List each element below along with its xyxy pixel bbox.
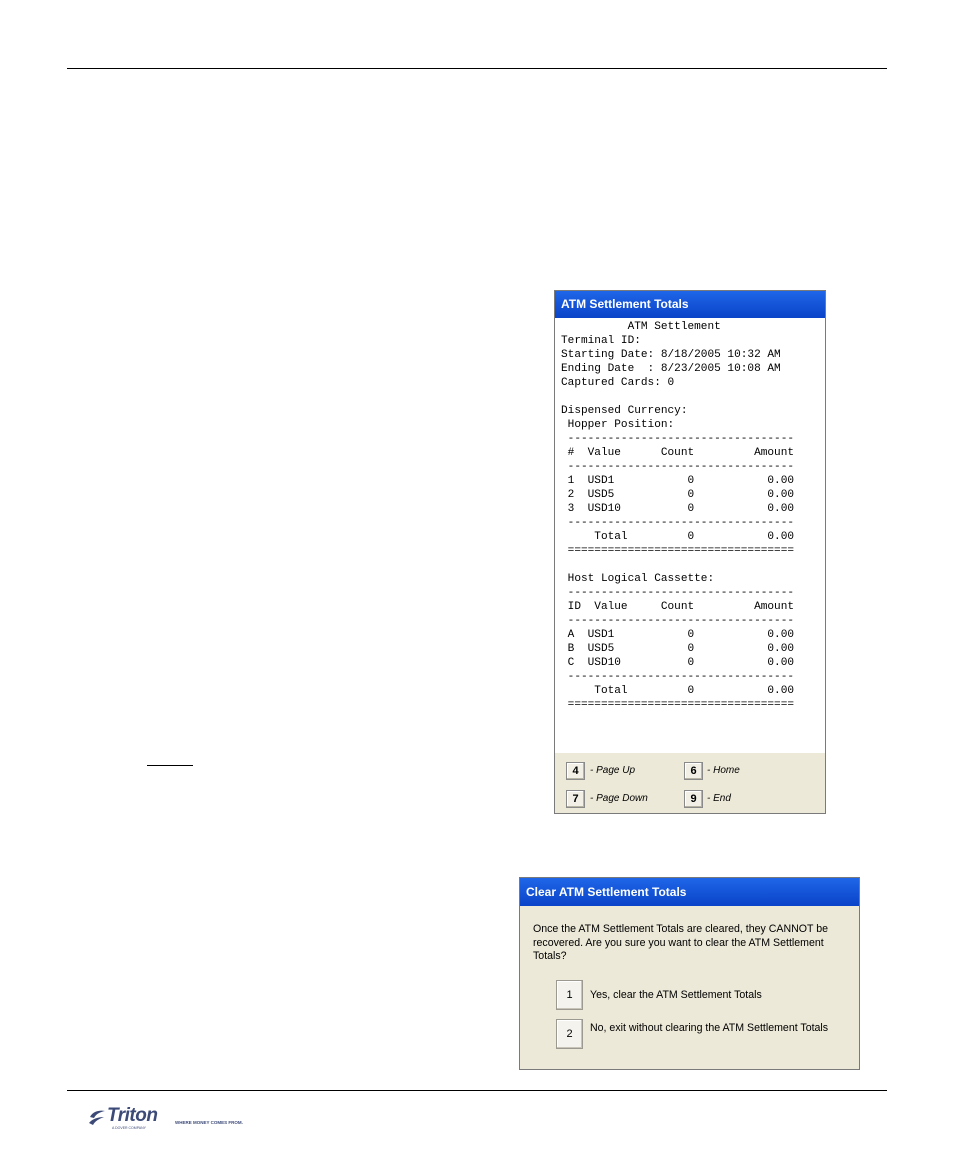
logo-tagline: WHERE MONEY COMES FROM.: [175, 1120, 243, 1125]
end-key-button[interactable]: 9: [684, 790, 703, 808]
logo-subtext: A DOVER COMPANY: [112, 1126, 146, 1130]
triton-logo: [88, 1106, 258, 1132]
cancel-clear-button[interactable]: 2: [556, 1019, 583, 1049]
note-underline: [147, 765, 193, 766]
triton-swoosh-icon: [88, 1108, 106, 1126]
home-key-button[interactable]: 6: [684, 762, 703, 780]
clear-settlement-dialog: [519, 877, 860, 1070]
key-legend-bar: [555, 753, 825, 814]
confirm-clear-label: Yes, clear the ATM Settlement Totals: [590, 989, 762, 1001]
page-down-key-button[interactable]: 7: [566, 790, 585, 808]
footer-rule: [67, 1090, 887, 1091]
cancel-clear-label: No, exit without clearing the ATM Settlement Totals: [590, 1022, 829, 1034]
dialog-message: Once the ATM Settlement Totals are cleared, they CANNOT be recovered. Are you sure you want to clear the ATM Settlement Totals?: [533, 923, 828, 962]
page-up-label: - Page Up: [590, 765, 636, 776]
page-up-key-button[interactable]: 4: [566, 762, 585, 780]
page-down-label: - Page Down: [590, 793, 648, 804]
confirm-clear-button[interactable]: 1: [556, 980, 583, 1010]
logo-wordmark: Triton: [107, 1105, 158, 1126]
window-title: ATM Settlement Totals: [555, 291, 825, 318]
settlement-totals-window: [554, 290, 826, 814]
home-label: - Home: [707, 765, 740, 776]
header-rule: [67, 68, 887, 69]
settlement-report: ATM Settlement Terminal ID: Starting Date: 8/18/2005 10:32 AM Ending Date : 8/23/2005 10:08 AM Captured Cards: 0 Dispensed Currency: Hopper Position: ---------------------------------- # Value Count Amount ---------------------------------- 1 USD1 0 0.00 2 USD5 0 0.00 3 USD10 0 0.00 ---------------------------------- Total 0 0.00 ================================== Host Logical Cassette: ---------------------------------- ID Value Count Amount ---------------------------------- A USD1 0 0.00 B USD5 0 0.00 C USD10 0 0.00 ---------------------------------- Total 0 0.00 ==================================: [561, 321, 795, 711]
end-label: - End: [707, 793, 731, 804]
dialog-title: Clear ATM Settlement Totals: [520, 878, 859, 906]
